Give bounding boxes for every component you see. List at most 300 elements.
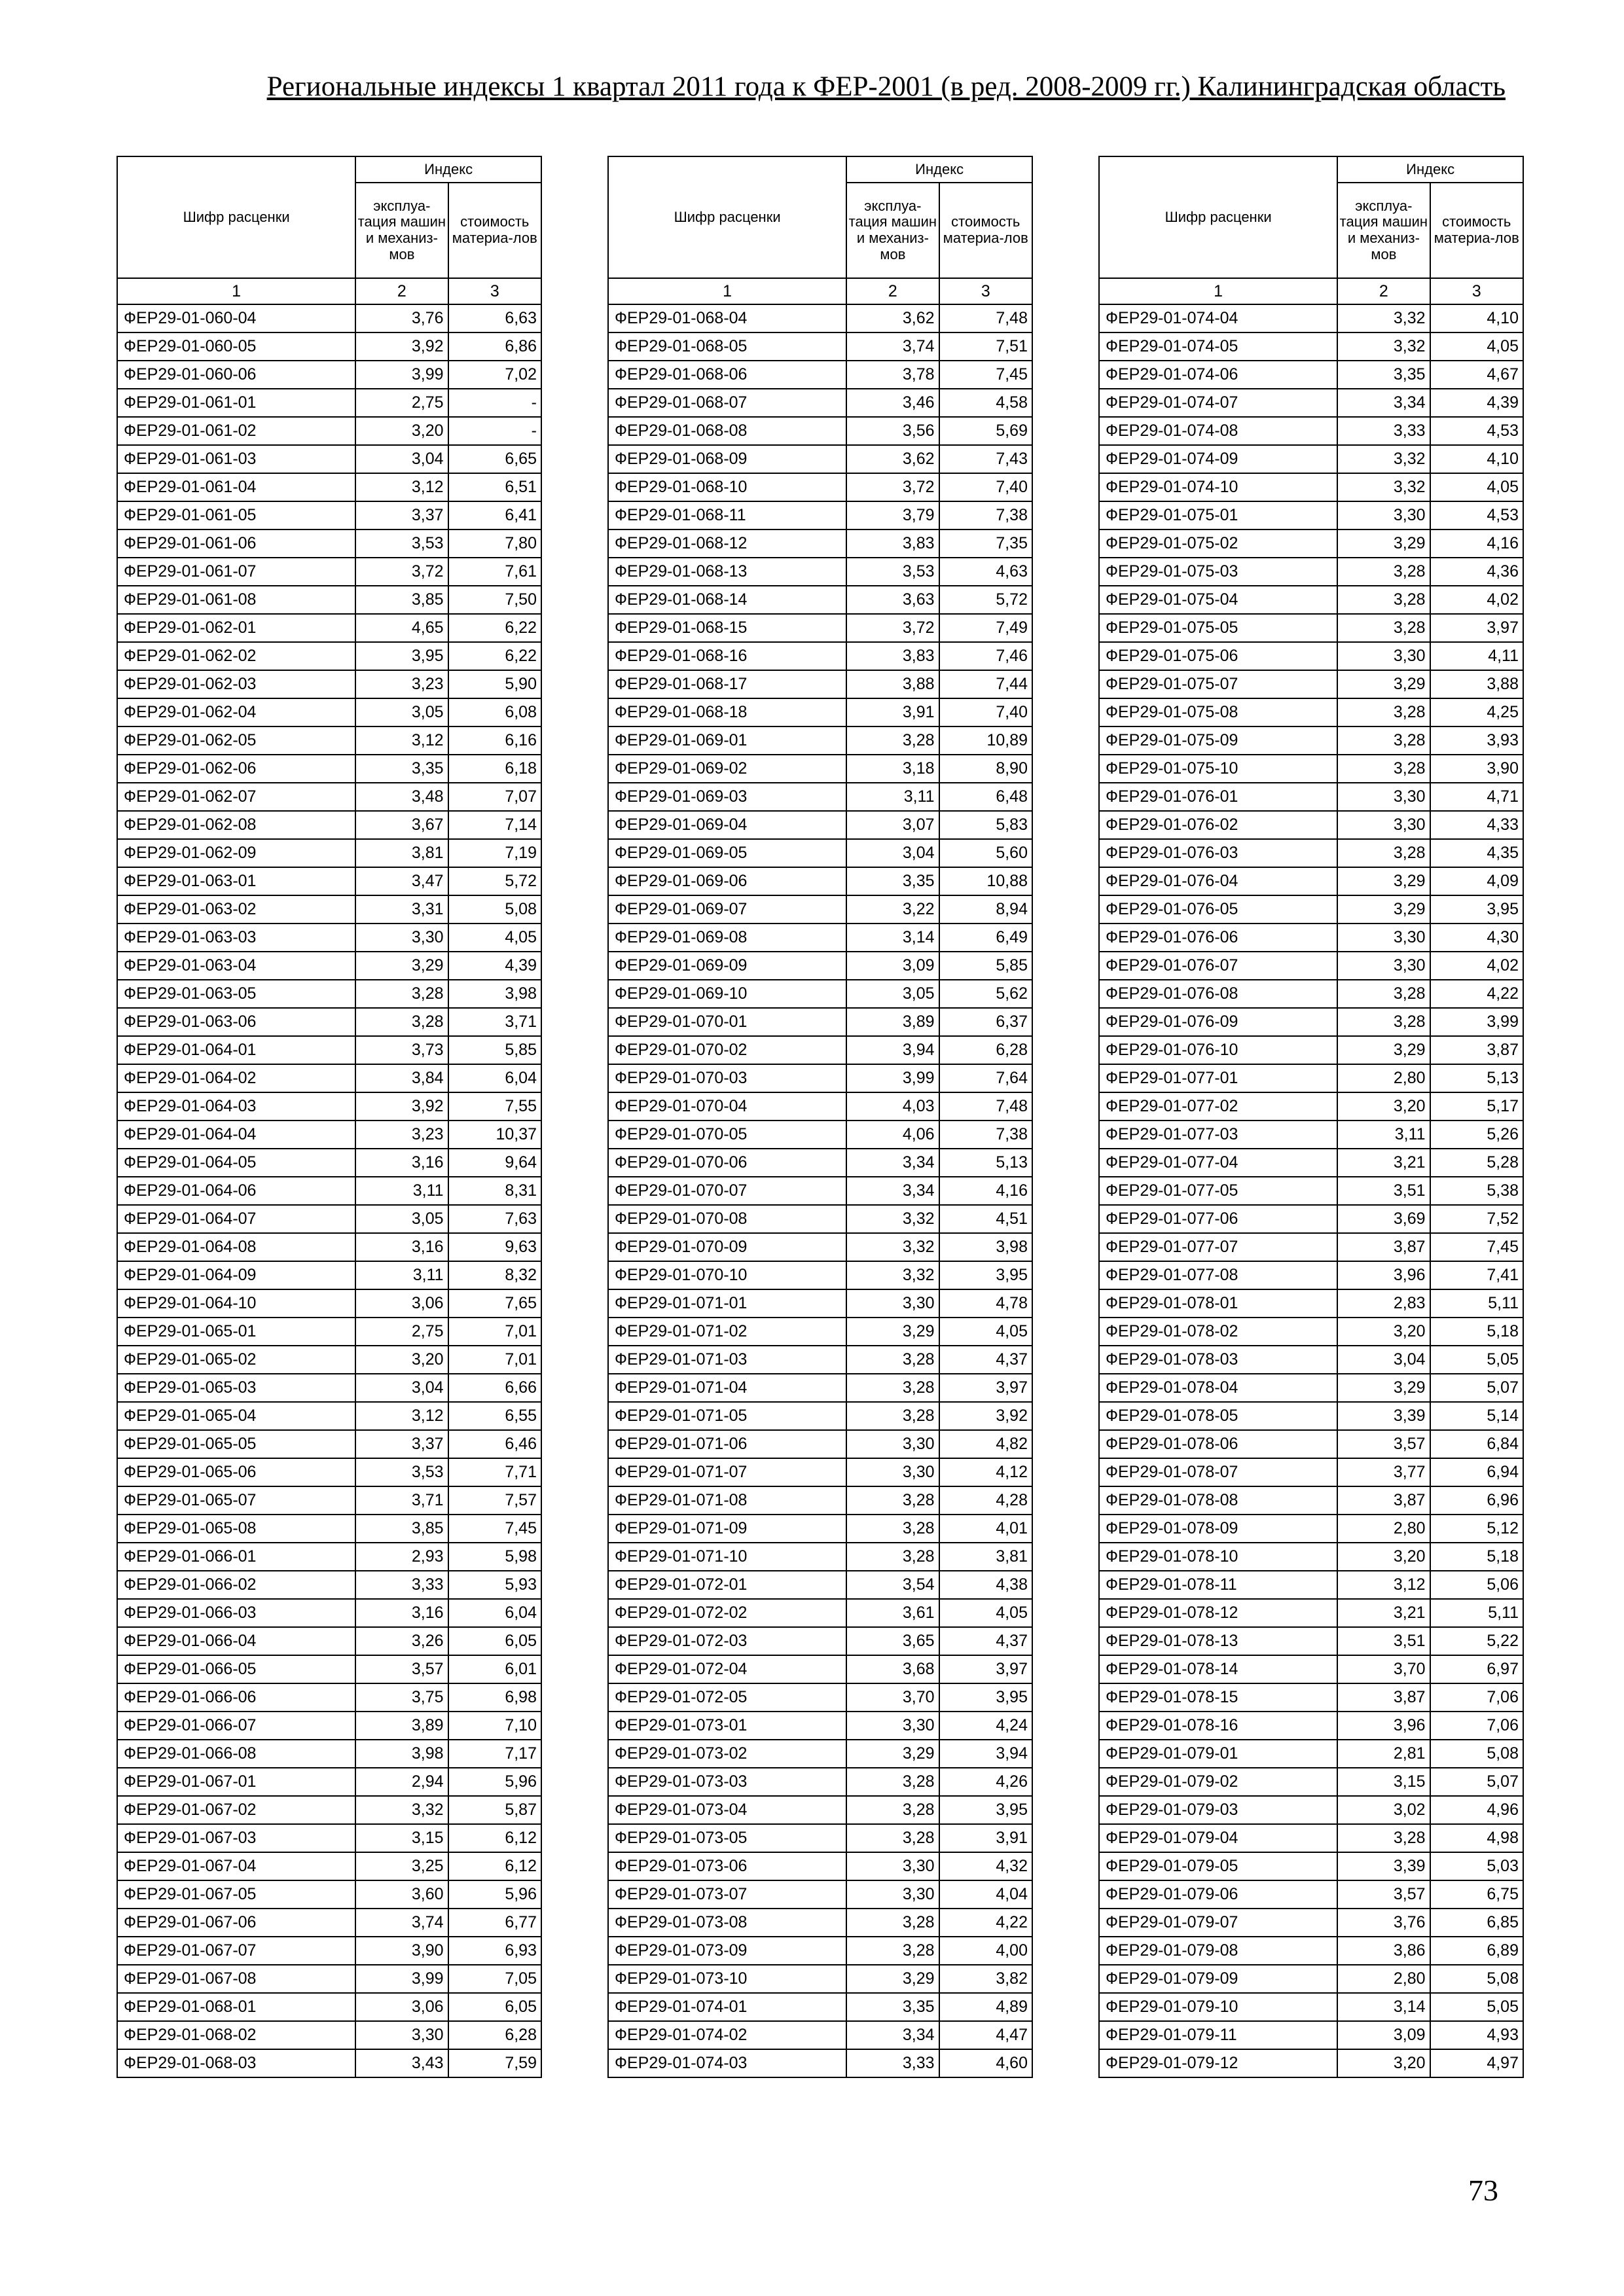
materials-index-cell: 4,35 — [1430, 839, 1523, 867]
machines-index-cell: 3,28 — [1337, 586, 1430, 614]
materials-index-cell: 6,89 — [1430, 1937, 1523, 1965]
materials-index-cell: 5,07 — [1430, 1768, 1523, 1796]
table-row — [608, 1712, 1032, 1740]
rate-code-cell: ФЕР29-01-067-02 — [117, 1796, 355, 1824]
rate-code-cell: ФЕР29-01-078-02 — [1099, 1318, 1337, 1346]
table-row — [608, 980, 1032, 1008]
materials-index-cell: 7,44 — [939, 670, 1032, 698]
table-row — [608, 1008, 1032, 1036]
rate-code-cell: ФЕР29-01-077-07 — [1099, 1233, 1337, 1261]
header-machines: эксплуа-тация машин и механиз-мов — [355, 183, 448, 278]
materials-index-cell: 4,63 — [939, 558, 1032, 586]
table-row — [608, 1543, 1032, 1571]
materials-index-cell: 6,01 — [448, 1655, 541, 1683]
rate-code-cell: ФЕР29-01-067-07 — [117, 1937, 355, 1965]
materials-index-cell: 6,63 — [448, 304, 541, 332]
rate-code-cell: ФЕР29-01-070-02 — [608, 1036, 846, 1064]
rate-code-cell: ФЕР29-01-069-07 — [608, 895, 846, 924]
rate-code-cell: ФЕР29-01-078-01 — [1099, 1289, 1337, 1318]
rate-code-cell: ФЕР29-01-068-03 — [117, 2049, 355, 2077]
table-row — [1099, 1458, 1523, 1486]
machines-index-cell: 3,43 — [355, 2049, 448, 2077]
materials-index-cell: 7,02 — [448, 361, 541, 389]
materials-index-cell: 9,64 — [448, 1149, 541, 1177]
rate-code-cell: ФЕР29-01-078-14 — [1099, 1655, 1337, 1683]
materials-index-cell: 7,51 — [939, 332, 1032, 361]
machines-index-cell: 3,28 — [846, 1543, 939, 1571]
table-row — [1099, 811, 1523, 839]
machines-index-cell: 3,04 — [846, 839, 939, 867]
materials-index-cell: 4,36 — [1430, 558, 1523, 586]
rate-code-cell: ФЕР29-01-066-03 — [117, 1599, 355, 1627]
column-number: 1 — [117, 278, 355, 304]
table-row — [1099, 1318, 1523, 1346]
machines-index-cell: 3,86 — [1337, 1937, 1430, 1965]
table-row — [608, 783, 1032, 811]
rate-code-cell: ФЕР29-01-070-07 — [608, 1177, 846, 1205]
table-row — [1099, 1121, 1523, 1149]
machines-index-cell: 2,93 — [355, 1543, 448, 1571]
materials-index-cell: 3,97 — [939, 1374, 1032, 1402]
table-row — [117, 755, 541, 783]
machines-index-cell: 3,98 — [355, 1740, 448, 1768]
machines-index-cell: 3,83 — [846, 642, 939, 670]
table-row — [117, 1486, 541, 1515]
table-row — [117, 952, 541, 980]
materials-index-cell: 4,82 — [939, 1430, 1032, 1458]
materials-index-cell: 4,53 — [1430, 417, 1523, 445]
table-row — [117, 1599, 541, 1627]
materials-index-cell: 4,89 — [939, 1993, 1032, 2021]
materials-index-cell: 6,93 — [448, 1937, 541, 1965]
table-row — [608, 1458, 1032, 1486]
rate-code-cell: ФЕР29-01-074-10 — [1099, 473, 1337, 501]
machines-index-cell: 3,91 — [846, 698, 939, 726]
materials-index-cell: 5,96 — [448, 1880, 541, 1909]
rate-code-cell: ФЕР29-01-075-06 — [1099, 642, 1337, 670]
table-row — [608, 2021, 1032, 2049]
table-row — [608, 726, 1032, 755]
materials-index-cell: 6,85 — [1430, 1909, 1523, 1937]
rate-code-cell: ФЕР29-01-069-05 — [608, 839, 846, 867]
rate-code-cell: ФЕР29-01-068-14 — [608, 586, 846, 614]
rate-code-cell: ФЕР29-01-065-05 — [117, 1430, 355, 1458]
rate-code-cell: ФЕР29-01-079-08 — [1099, 1937, 1337, 1965]
rate-code-cell: ФЕР29-01-071-03 — [608, 1346, 846, 1374]
materials-index-cell: 7,80 — [448, 529, 541, 558]
table-row — [1099, 1177, 1523, 1205]
machines-index-cell: 3,62 — [846, 445, 939, 473]
rate-code-cell: ФЕР29-01-065-07 — [117, 1486, 355, 1515]
rate-code-cell: ФЕР29-01-074-09 — [1099, 445, 1337, 473]
table-row — [117, 1683, 541, 1712]
materials-index-cell: 8,94 — [939, 895, 1032, 924]
rate-code-cell: ФЕР29-01-063-04 — [117, 952, 355, 980]
materials-index-cell: 10,88 — [939, 867, 1032, 895]
rate-code-cell: ФЕР29-01-078-07 — [1099, 1458, 1337, 1486]
materials-index-cell: 10,37 — [448, 1121, 541, 1149]
column-number: 3 — [939, 278, 1032, 304]
rate-code-cell: ФЕР29-01-063-01 — [117, 867, 355, 895]
table-row — [117, 1458, 541, 1486]
machines-index-cell: 3,16 — [355, 1149, 448, 1177]
machines-index-cell: 3,29 — [1337, 529, 1430, 558]
table-row — [1099, 1261, 1523, 1289]
machines-index-cell: 3,23 — [355, 1121, 448, 1149]
table-row — [117, 839, 541, 867]
materials-index-cell: 7,40 — [939, 473, 1032, 501]
table-row — [117, 1543, 541, 1571]
materials-index-cell: 6,22 — [448, 614, 541, 642]
rate-code-cell: ФЕР29-01-066-06 — [117, 1683, 355, 1712]
rate-code-cell: ФЕР29-01-065-04 — [117, 1402, 355, 1430]
rate-code-cell: ФЕР29-01-076-04 — [1099, 867, 1337, 895]
rate-code-cell: ФЕР29-01-079-04 — [1099, 1824, 1337, 1852]
rate-code-cell: ФЕР29-01-073-01 — [608, 1712, 846, 1740]
rate-code-cell: ФЕР29-01-070-03 — [608, 1064, 846, 1092]
materials-index-cell: 4,39 — [1430, 389, 1523, 417]
table-row — [1099, 417, 1523, 445]
machines-index-cell: 3,23 — [355, 670, 448, 698]
table-row — [1099, 1205, 1523, 1233]
machines-index-cell: 3,11 — [355, 1261, 448, 1289]
header-code: Шифр расценки — [1099, 156, 1337, 278]
machines-index-cell: 3,28 — [846, 1402, 939, 1430]
rate-code-cell: ФЕР29-01-079-01 — [1099, 1740, 1337, 1768]
rate-code-cell: ФЕР29-01-079-10 — [1099, 1993, 1337, 2021]
materials-index-cell: 5,12 — [1430, 1515, 1523, 1543]
rate-code-cell: ФЕР29-01-073-04 — [608, 1796, 846, 1824]
materials-index-cell: 3,87 — [1430, 1036, 1523, 1064]
materials-index-cell: 6,46 — [448, 1430, 541, 1458]
page-number: 73 — [1468, 2174, 1498, 2207]
table-row — [1099, 1796, 1523, 1824]
rate-code-cell: ФЕР29-01-062-01 — [117, 614, 355, 642]
machines-index-cell: 3,74 — [355, 1909, 448, 1937]
rate-code-cell: ФЕР29-01-064-07 — [117, 1205, 355, 1233]
materials-index-cell: 4,05 — [939, 1599, 1032, 1627]
rate-code-cell: ФЕР29-01-066-07 — [117, 1712, 355, 1740]
rate-code-cell: ФЕР29-01-069-08 — [608, 924, 846, 952]
rate-code-cell: ФЕР29-01-078-05 — [1099, 1402, 1337, 1430]
machines-index-cell: 3,92 — [355, 332, 448, 361]
materials-index-cell: 4,16 — [1430, 529, 1523, 558]
table-row — [608, 2049, 1032, 2077]
machines-index-cell: 2,83 — [1337, 1289, 1430, 1318]
table-row — [1099, 1937, 1523, 1965]
rate-code-cell: ФЕР29-01-072-05 — [608, 1683, 846, 1712]
rate-code-cell: ФЕР29-01-068-05 — [608, 332, 846, 361]
machines-index-cell: 3,89 — [846, 1008, 939, 1036]
table-row — [608, 1346, 1032, 1374]
machines-index-cell: 3,31 — [355, 895, 448, 924]
rate-code-cell: ФЕР29-01-078-11 — [1099, 1571, 1337, 1599]
header-index: Индекс — [1337, 156, 1523, 183]
table-row — [608, 1036, 1032, 1064]
machines-index-cell: 3,28 — [1337, 980, 1430, 1008]
table-row — [608, 1121, 1032, 1149]
table-row — [1099, 473, 1523, 501]
materials-index-cell: 5,17 — [1430, 1092, 1523, 1121]
materials-index-cell: 8,31 — [448, 1177, 541, 1205]
table-row — [608, 1092, 1032, 1121]
machines-index-cell: 3,87 — [1337, 1486, 1430, 1515]
table-row — [608, 867, 1032, 895]
table-row — [608, 1740, 1032, 1768]
materials-index-cell: 5,08 — [1430, 1740, 1523, 1768]
rate-code-cell: ФЕР29-01-065-01 — [117, 1318, 355, 1346]
table-row — [608, 839, 1032, 867]
table-row — [117, 1515, 541, 1543]
materials-index-cell: 3,91 — [939, 1824, 1032, 1852]
machines-index-cell: 3,57 — [355, 1655, 448, 1683]
rate-code-cell: ФЕР29-01-067-04 — [117, 1852, 355, 1880]
materials-index-cell: 4,58 — [939, 389, 1032, 417]
table-row — [117, 1346, 541, 1374]
materials-index-cell: 5,60 — [939, 839, 1032, 867]
rate-code-cell: ФЕР29-01-064-01 — [117, 1036, 355, 1064]
rate-code-cell: ФЕР29-01-070-10 — [608, 1261, 846, 1289]
machines-index-cell: 3,88 — [846, 670, 939, 698]
table-row — [608, 1233, 1032, 1261]
table-row — [117, 1627, 541, 1655]
machines-index-cell: 3,04 — [355, 445, 448, 473]
table-row — [117, 586, 541, 614]
machines-index-cell: 3,20 — [1337, 1318, 1430, 1346]
machines-index-cell: 3,53 — [846, 558, 939, 586]
header-materials: стоимость материа-лов — [939, 183, 1032, 278]
rate-code-cell: ФЕР29-01-061-04 — [117, 473, 355, 501]
header-materials: стоимость материа-лов — [1430, 183, 1523, 278]
rate-code-cell: ФЕР29-01-076-03 — [1099, 839, 1337, 867]
rate-code-cell: ФЕР29-01-068-12 — [608, 529, 846, 558]
machines-index-cell: 3,28 — [1337, 614, 1430, 642]
rate-code-cell: ФЕР29-01-071-04 — [608, 1374, 846, 1402]
rate-code-cell: ФЕР29-01-078-13 — [1099, 1627, 1337, 1655]
materials-index-cell: 6,04 — [448, 1599, 541, 1627]
machines-index-cell: 3,05 — [355, 1205, 448, 1233]
machines-index-cell: 3,54 — [846, 1571, 939, 1599]
table-row — [608, 332, 1032, 361]
rate-code-cell: ФЕР29-01-066-08 — [117, 1740, 355, 1768]
machines-index-cell: 3,33 — [355, 1571, 448, 1599]
rate-code-cell: ФЕР29-01-074-08 — [1099, 417, 1337, 445]
table-row — [117, 1965, 541, 1993]
machines-index-cell: 3,96 — [1337, 1712, 1430, 1740]
machines-index-cell: 3,28 — [846, 726, 939, 755]
rate-code-cell: ФЕР29-01-065-06 — [117, 1458, 355, 1486]
rate-code-cell: ФЕР29-01-062-02 — [117, 642, 355, 670]
machines-index-cell: 3,32 — [1337, 332, 1430, 361]
machines-index-cell: 4,65 — [355, 614, 448, 642]
rate-code-cell: ФЕР29-01-076-08 — [1099, 980, 1337, 1008]
materials-index-cell: 3,95 — [939, 1683, 1032, 1712]
machines-index-cell: 3,28 — [1337, 698, 1430, 726]
table-row — [1099, 839, 1523, 867]
machines-index-cell: 3,53 — [355, 529, 448, 558]
rate-code-cell: ФЕР29-01-075-07 — [1099, 670, 1337, 698]
table-row — [117, 529, 541, 558]
machines-index-cell: 3,79 — [846, 501, 939, 529]
table-row — [608, 1965, 1032, 1993]
machines-index-cell: 2,80 — [1337, 1965, 1430, 1993]
materials-index-cell: 4,11 — [1430, 642, 1523, 670]
machines-index-cell: 3,29 — [1337, 867, 1430, 895]
materials-index-cell: 5,62 — [939, 980, 1032, 1008]
materials-index-cell: 5,83 — [939, 811, 1032, 839]
table-row — [1099, 867, 1523, 895]
machines-index-cell: 3,28 — [1337, 839, 1430, 867]
rate-code-cell: ФЕР29-01-075-01 — [1099, 501, 1337, 529]
machines-index-cell: 3,46 — [846, 389, 939, 417]
materials-index-cell: 10,89 — [939, 726, 1032, 755]
rate-code-cell: ФЕР29-01-065-03 — [117, 1374, 355, 1402]
table-row — [117, 1261, 541, 1289]
rate-code-cell: ФЕР29-01-074-07 — [1099, 389, 1337, 417]
machines-index-cell: 3,67 — [355, 811, 448, 839]
table-row — [1099, 895, 1523, 924]
machines-index-cell: 3,34 — [846, 1177, 939, 1205]
column-number: 3 — [1430, 278, 1523, 304]
table-row — [117, 698, 541, 726]
table-row — [1099, 1880, 1523, 1909]
page-title: Региональные индексы 1 квартал 2011 года к ФЕР-2001 (в ред. 2008-2009 гг.) Калининградская область — [266, 71, 1506, 102]
materials-index-cell: 6,41 — [448, 501, 541, 529]
table-row — [608, 1318, 1032, 1346]
table-row — [1099, 952, 1523, 980]
materials-index-cell: 5,18 — [1430, 1543, 1523, 1571]
rate-code-cell: ФЕР29-01-070-08 — [608, 1205, 846, 1233]
rate-code-cell: ФЕР29-01-063-05 — [117, 980, 355, 1008]
table-row — [608, 1289, 1032, 1318]
table-row — [608, 1064, 1032, 1092]
machines-index-cell: 3,32 — [846, 1261, 939, 1289]
machines-index-cell: 3,12 — [1337, 1571, 1430, 1599]
rate-code-cell: ФЕР29-01-072-04 — [608, 1655, 846, 1683]
machines-index-cell: 3,35 — [846, 867, 939, 895]
materials-index-cell: 4,97 — [1430, 2049, 1523, 2077]
machines-index-cell: 3,20 — [355, 1346, 448, 1374]
rate-code-cell: ФЕР29-01-075-03 — [1099, 558, 1337, 586]
table-row — [608, 1796, 1032, 1824]
table-row — [117, 1909, 541, 1937]
rate-code-cell: ФЕР29-01-079-12 — [1099, 2049, 1337, 2077]
machines-index-cell: 3,30 — [1337, 501, 1430, 529]
rate-code-cell: ФЕР29-01-065-02 — [117, 1346, 355, 1374]
machines-index-cell: 3,85 — [355, 1515, 448, 1543]
machines-index-cell: 3,87 — [1337, 1233, 1430, 1261]
machines-index-cell: 2,75 — [355, 1318, 448, 1346]
machines-index-cell: 3,76 — [355, 304, 448, 332]
materials-index-cell: 4,22 — [939, 1909, 1032, 1937]
table-row — [608, 501, 1032, 529]
rate-code-cell: ФЕР29-01-061-01 — [117, 389, 355, 417]
machines-index-cell: 3,73 — [355, 1036, 448, 1064]
materials-index-cell: 6,08 — [448, 698, 541, 726]
table-row — [1099, 924, 1523, 952]
column-number: 2 — [355, 278, 448, 304]
machines-index-cell: 3,25 — [355, 1852, 448, 1880]
materials-index-cell: 4,32 — [939, 1852, 1032, 1880]
machines-index-cell: 3,47 — [355, 867, 448, 895]
machines-index-cell: 2,80 — [1337, 1515, 1430, 1543]
materials-index-cell: 7,59 — [448, 2049, 541, 2077]
table-row — [117, 1318, 541, 1346]
machines-index-cell: 3,35 — [846, 1993, 939, 2021]
materials-index-cell: 4,05 — [1430, 473, 1523, 501]
machines-index-cell: 3,70 — [1337, 1655, 1430, 1683]
materials-index-cell: 6,16 — [448, 726, 541, 755]
table-row — [117, 1205, 541, 1233]
table-row — [1099, 529, 1523, 558]
table-row — [608, 1824, 1032, 1852]
table-row — [608, 361, 1032, 389]
rate-code-cell: ФЕР29-01-070-05 — [608, 1121, 846, 1149]
materials-index-cell: 5,13 — [939, 1149, 1032, 1177]
machines-index-cell: 3,21 — [1337, 1599, 1430, 1627]
table-row — [608, 1768, 1032, 1796]
table-row — [117, 1824, 541, 1852]
table-row — [1099, 1092, 1523, 1121]
materials-index-cell: 3,94 — [939, 1740, 1032, 1768]
materials-index-cell: 7,57 — [448, 1486, 541, 1515]
rate-code-cell: ФЕР29-01-076-09 — [1099, 1008, 1337, 1036]
table-row — [117, 1036, 541, 1064]
rate-code-cell: ФЕР29-01-068-04 — [608, 304, 846, 332]
materials-index-cell: 6,05 — [448, 1627, 541, 1655]
rate-code-cell: ФЕР29-01-067-03 — [117, 1824, 355, 1852]
machines-index-cell: 3,92 — [355, 1092, 448, 1121]
machines-index-cell: 3,12 — [355, 473, 448, 501]
table-row — [608, 895, 1032, 924]
table-row — [1099, 1683, 1523, 1712]
table-row — [117, 1092, 541, 1121]
machines-index-cell: 3,28 — [1337, 558, 1430, 586]
materials-index-cell: 5,72 — [939, 586, 1032, 614]
machines-index-cell: 3,07 — [846, 811, 939, 839]
table-row — [608, 698, 1032, 726]
machines-index-cell: 4,03 — [846, 1092, 939, 1121]
table-row — [117, 1064, 541, 1092]
materials-index-cell: 6,48 — [939, 783, 1032, 811]
machines-index-cell: 3,04 — [1337, 1346, 1430, 1374]
machines-index-cell: 2,81 — [1337, 1740, 1430, 1768]
materials-index-cell: 5,38 — [1430, 1177, 1523, 1205]
materials-index-cell: - — [448, 417, 541, 445]
materials-index-cell: 3,97 — [939, 1655, 1032, 1683]
machines-index-cell: 3,28 — [1337, 1008, 1430, 1036]
materials-index-cell: 7,45 — [448, 1515, 541, 1543]
rate-code-cell: ФЕР29-01-073-07 — [608, 1880, 846, 1909]
machines-index-cell: 3,20 — [355, 417, 448, 445]
machines-index-cell: 2,80 — [1337, 1064, 1430, 1092]
table-row — [117, 558, 541, 586]
rate-code-cell: ФЕР29-01-068-18 — [608, 698, 846, 726]
machines-index-cell: 3,05 — [355, 698, 448, 726]
rate-code-cell: ФЕР29-01-077-01 — [1099, 1064, 1337, 1092]
materials-index-cell: 4,96 — [1430, 1796, 1523, 1824]
table-row — [608, 614, 1032, 642]
table-row — [608, 1655, 1032, 1683]
materials-index-cell: 6,55 — [448, 1402, 541, 1430]
machines-index-cell: 3,71 — [355, 1486, 448, 1515]
rate-code-cell: ФЕР29-01-075-04 — [1099, 586, 1337, 614]
index-table-1 — [117, 156, 542, 2078]
table-row — [117, 1430, 541, 1458]
materials-index-cell: 6,12 — [448, 1852, 541, 1880]
machines-index-cell: 3,35 — [1337, 361, 1430, 389]
materials-index-cell: 3,93 — [1430, 726, 1523, 755]
